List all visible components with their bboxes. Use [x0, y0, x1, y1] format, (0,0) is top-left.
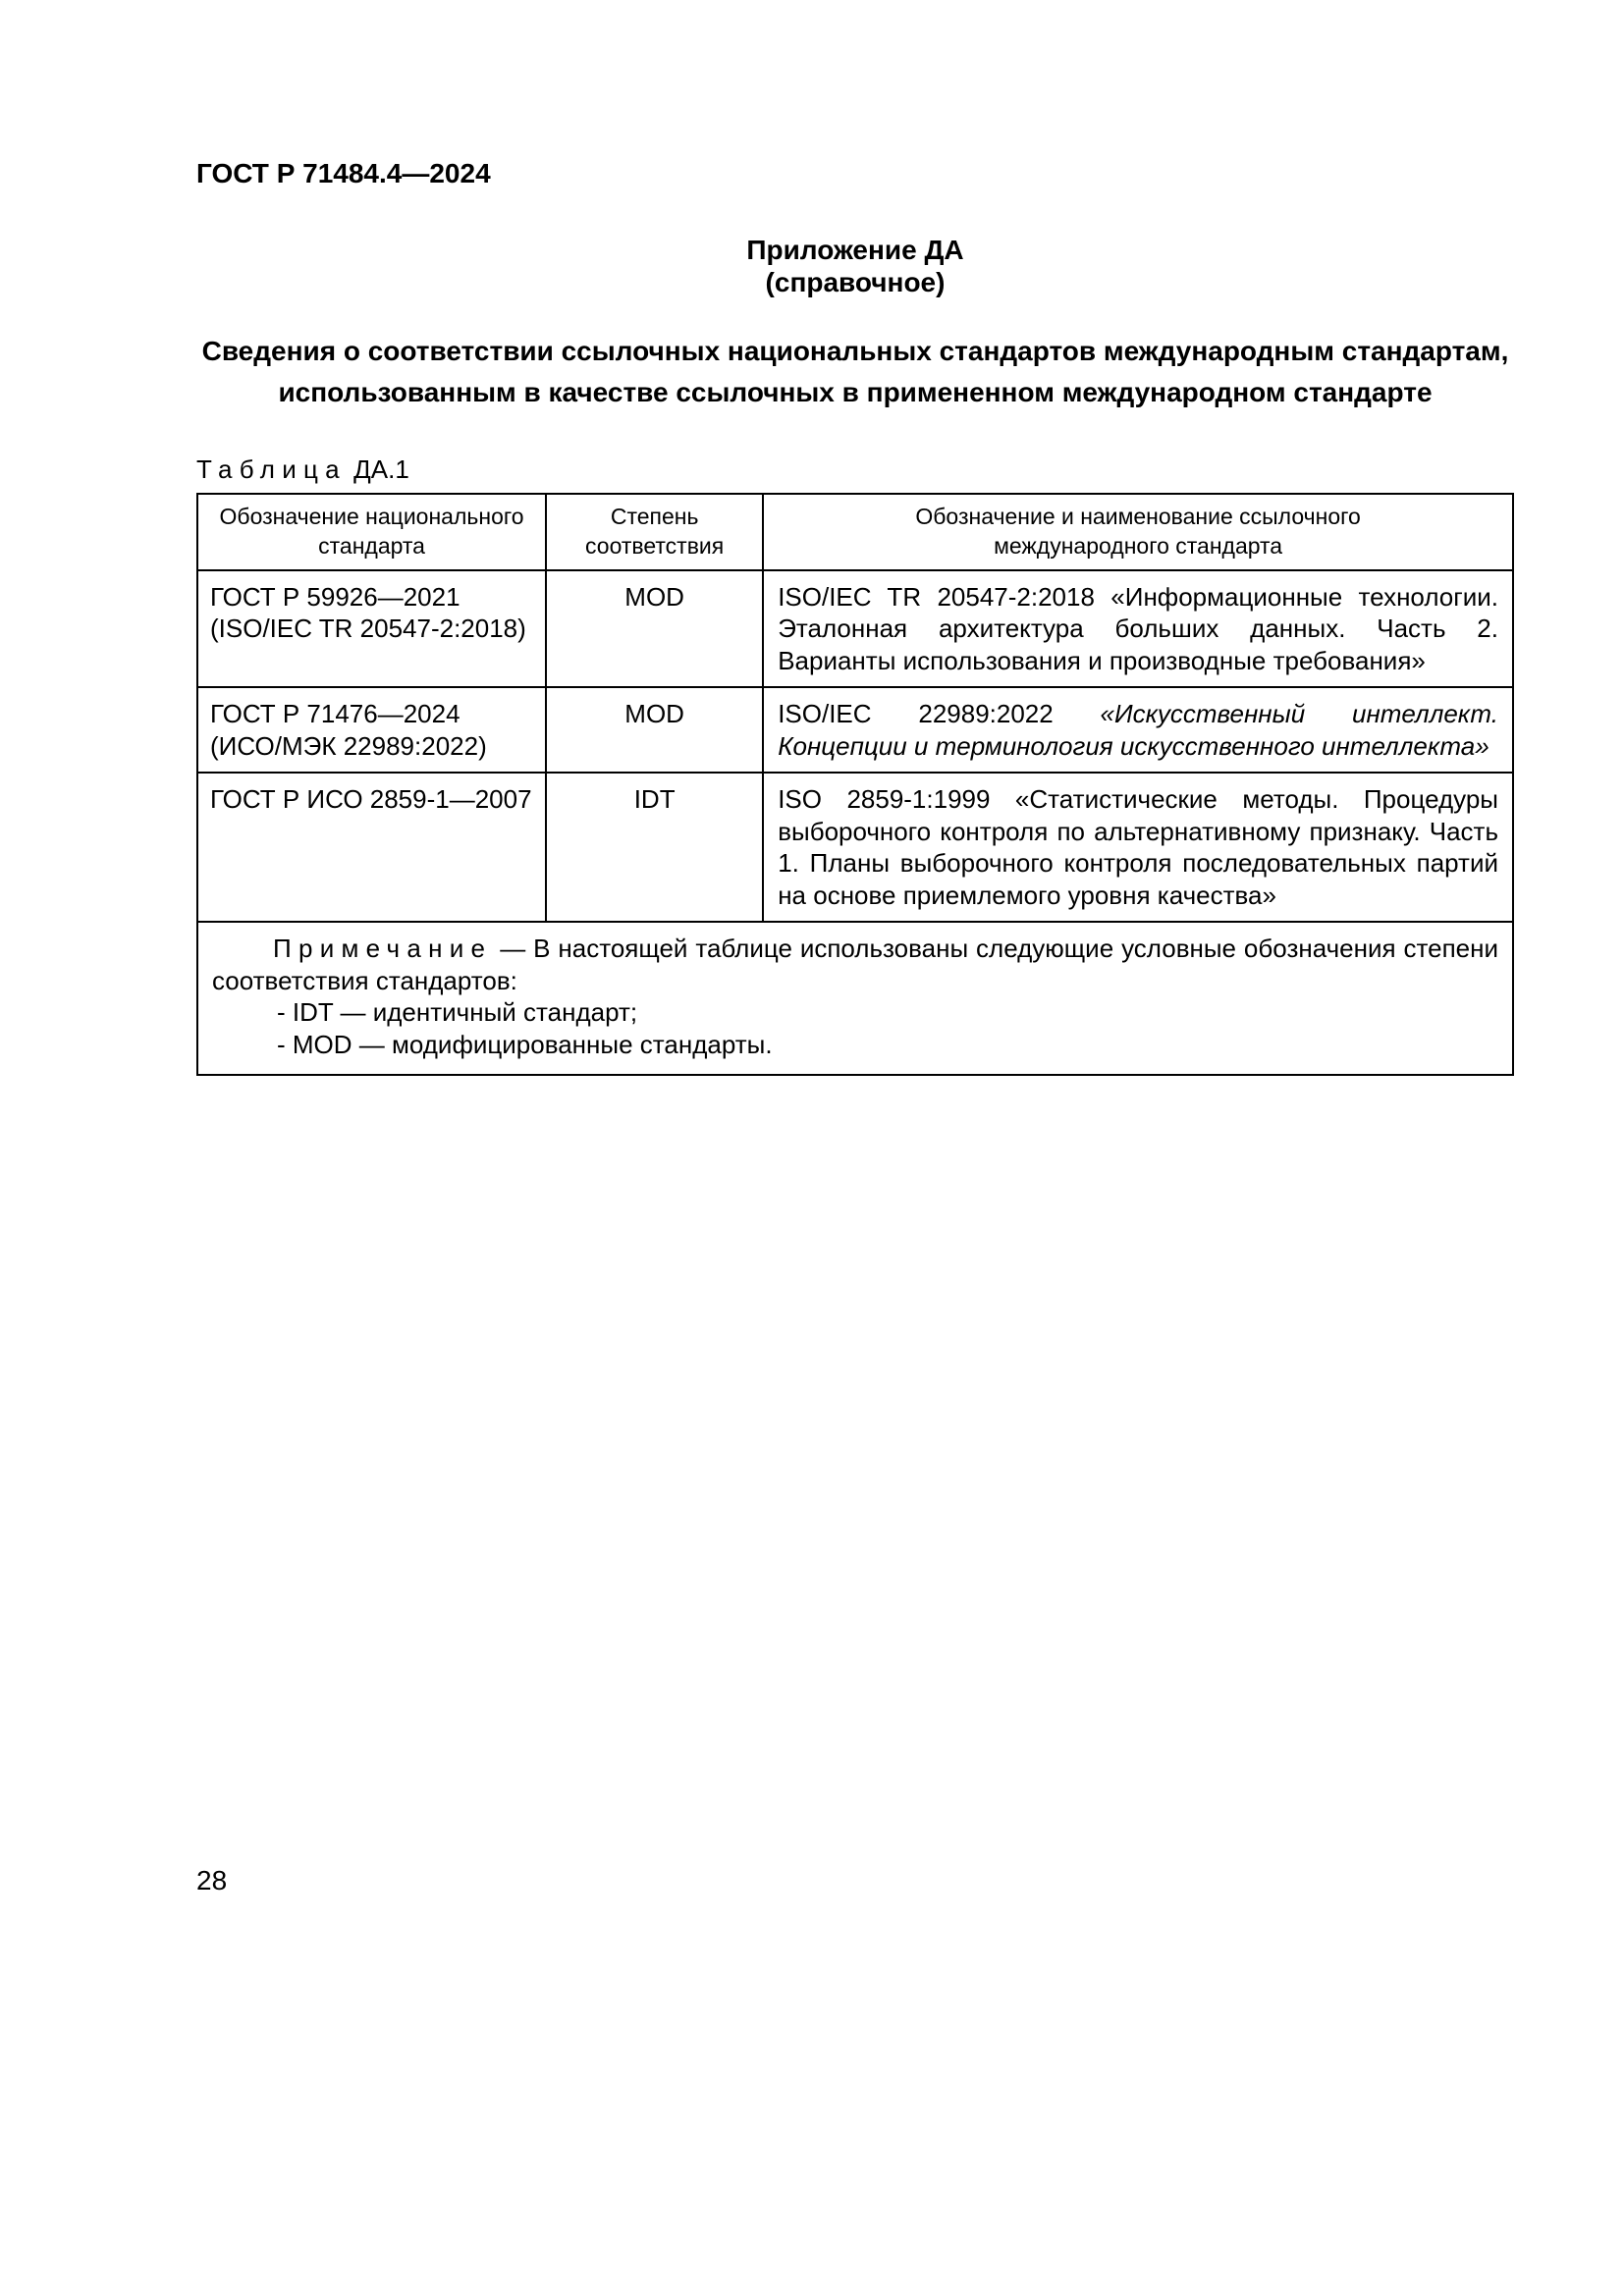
col-header-line: стандарта	[318, 532, 425, 559]
col-header-line: Обозначение национального	[219, 503, 524, 529]
note-paragraph	[212, 933, 1498, 996]
cell-degree: MOD	[546, 687, 763, 773]
international-standard-title: «Искусственный интеллект. Концепции и терминология искусственного интеллекта»	[778, 699, 1498, 761]
col-header-degree	[546, 494, 763, 570]
table-note-row	[197, 922, 1513, 1075]
national-standard-line: (ISO/IEC TR 20547-2:2018)	[210, 614, 526, 644]
note-label: Примечание	[273, 934, 493, 964]
cell-national-standard	[197, 687, 546, 773]
national-standard-line: ГОСТ Р 71476—2024	[210, 699, 460, 729]
cell-degree: IDT	[546, 773, 763, 922]
table-header-row	[197, 494, 1513, 570]
national-standard-line: ГОСТ Р ИСО 2859-1—2007	[210, 784, 532, 815]
national-standard-line: ГОСТ Р 59926—2021	[210, 581, 460, 612]
appendix-subtitle: (справочное)	[765, 267, 946, 298]
international-standard-code: ISO/IEC 22989:2022	[778, 699, 1054, 729]
col-header-line: Степень	[610, 503, 699, 529]
correspondence-table	[196, 493, 1514, 1076]
note-item: - IDT — идентичный стандарт;	[277, 997, 638, 1028]
col-header-line: международного стандарта	[994, 532, 1283, 559]
table-caption-word: Таблица	[196, 454, 347, 484]
section-heading-line2: использованным в качестве ссылочных в примененном международном стандарте	[278, 376, 1433, 407]
note-text: В настоящей таблице использованы следующие условные обозначения степени соответствия стандартов:	[212, 934, 1498, 995]
cell-international-standard	[763, 687, 1513, 773]
table-row	[197, 687, 1513, 773]
col-header-international-standard	[763, 494, 1513, 570]
cell-national-standard	[197, 773, 546, 922]
note-item: - MOD — модифицированные стандарты.	[277, 1029, 773, 1059]
page-number: 28	[196, 1865, 228, 1896]
table-row	[197, 773, 1513, 922]
section-heading-line1: Сведения о соответствии ссылочных национальных стандартов международным стандартам,	[201, 335, 1509, 366]
cell-national-standard	[197, 570, 546, 688]
table-row	[197, 570, 1513, 688]
note-separator: —	[492, 934, 534, 964]
national-standard-line: (ИСО/МЭК 22989:2022)	[210, 730, 487, 761]
table-caption-number: ДА.1	[353, 454, 409, 484]
table-caption	[196, 454, 1514, 485]
cell-degree: MOD	[546, 570, 763, 688]
col-header-line: Обозначение и наименование ссылочного	[915, 503, 1361, 529]
cell-international-standard: ISO/IEC TR 20547-2:2018 «Информационные технологии. Эталонная архитектура больших данных. Часть 2. Варианты использования и производные требования»	[763, 570, 1513, 688]
col-header-line: соответствия	[585, 532, 725, 559]
table-note	[197, 922, 1513, 1075]
cell-international-standard: ISO 2859-1:1999 «Статистические методы. Процедуры выборочного контроля по альтернативному признаку. Часть 1. Планы выборочного контроля последовательных партий на основе приемлемого уровня качества»	[763, 773, 1513, 922]
document-header: ГОСТ Р 71484.4—2024	[196, 158, 491, 188]
col-header-national-standard	[197, 494, 546, 570]
section-heading	[196, 331, 1514, 413]
appendix-title: Приложение ДА	[746, 234, 964, 265]
